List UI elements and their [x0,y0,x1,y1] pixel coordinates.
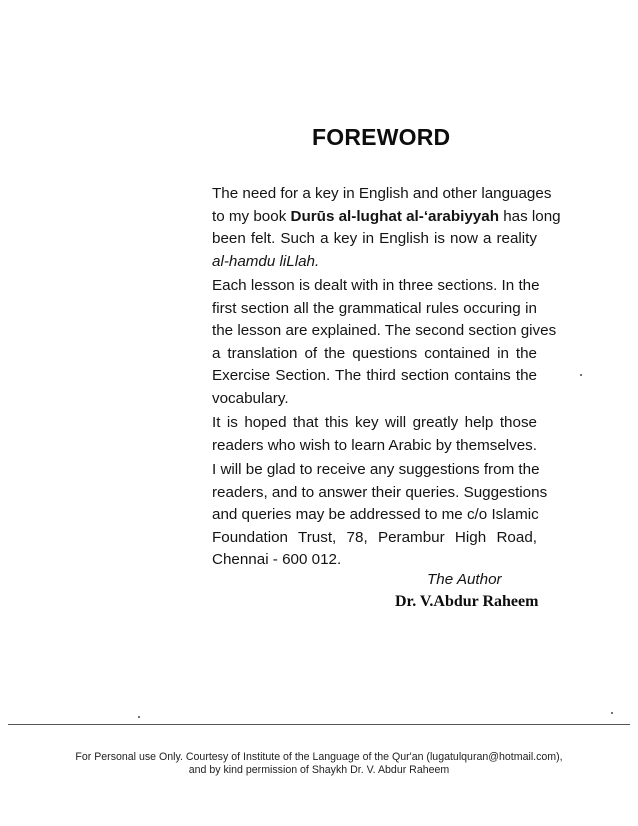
paragraph-line: Foundation Trust, 78, Perambur High Road, [212,528,537,546]
page-title: FOREWORD [312,124,451,150]
paragraph-line: been felt. Such a key in English is now a reality [212,230,537,247]
paragraph-line: Exercise Section. The third section contains the [212,367,537,384]
footer-line: and by kind permission of Shaykh Dr. V. Abdur Raheem [188,764,450,776]
paragraph-line: vocabulary. [212,389,289,407]
paragraph-suggestions [212,459,548,572]
paragraph-line: Each lesson is dealt with in three sections. In the [212,277,540,294]
footer-divider [8,724,630,725]
signature-role: The Author [427,571,502,588]
scan-speck [138,716,140,718]
paragraph-line: I will be glad to receive any suggestions from the [212,461,540,478]
paragraph-intro [212,183,561,273]
paragraph-line: first section all the grammatical rules occuring in [212,299,537,317]
footer-line: For Personal use Only. Courtesy of Institute of the Language of the Qur'an (lugatulquran@hotmail.com), [75,751,563,763]
book-title: Durūs al-lughat al-‘arabiyyah [290,207,499,225]
scan-speck [580,374,582,376]
paragraph-sections [212,275,557,410]
paragraph-line: and queries may be addressed to me c/o Islamic [212,506,539,523]
paragraph-line: readers, and to answer their queries. Suggestions [212,483,548,501]
paragraph-line: al-hamdu liLlah. [212,252,320,270]
paragraph-hope [212,412,537,457]
scan-speck [611,712,613,714]
signature-name: Dr. V.Abdur Raheem [395,593,539,610]
paragraph-line: The need for a key in English and other languages [212,185,552,202]
footer-notice [0,751,638,777]
paragraph-text: has long [498,207,561,225]
paragraph-line: Chennai - 600 012. [212,551,342,568]
paragraph-line: readers who wish to learn Arabic by themselves. [212,436,537,454]
paragraph-line [212,206,561,229]
paragraph-line: a translation of the questions contained in the [212,344,537,362]
paragraph-line: It is hoped that this key will greatly help those [212,414,537,431]
paragraph-text: to my book [212,207,291,225]
paragraph-line: the lesson are explained. The second section gives [212,322,557,339]
